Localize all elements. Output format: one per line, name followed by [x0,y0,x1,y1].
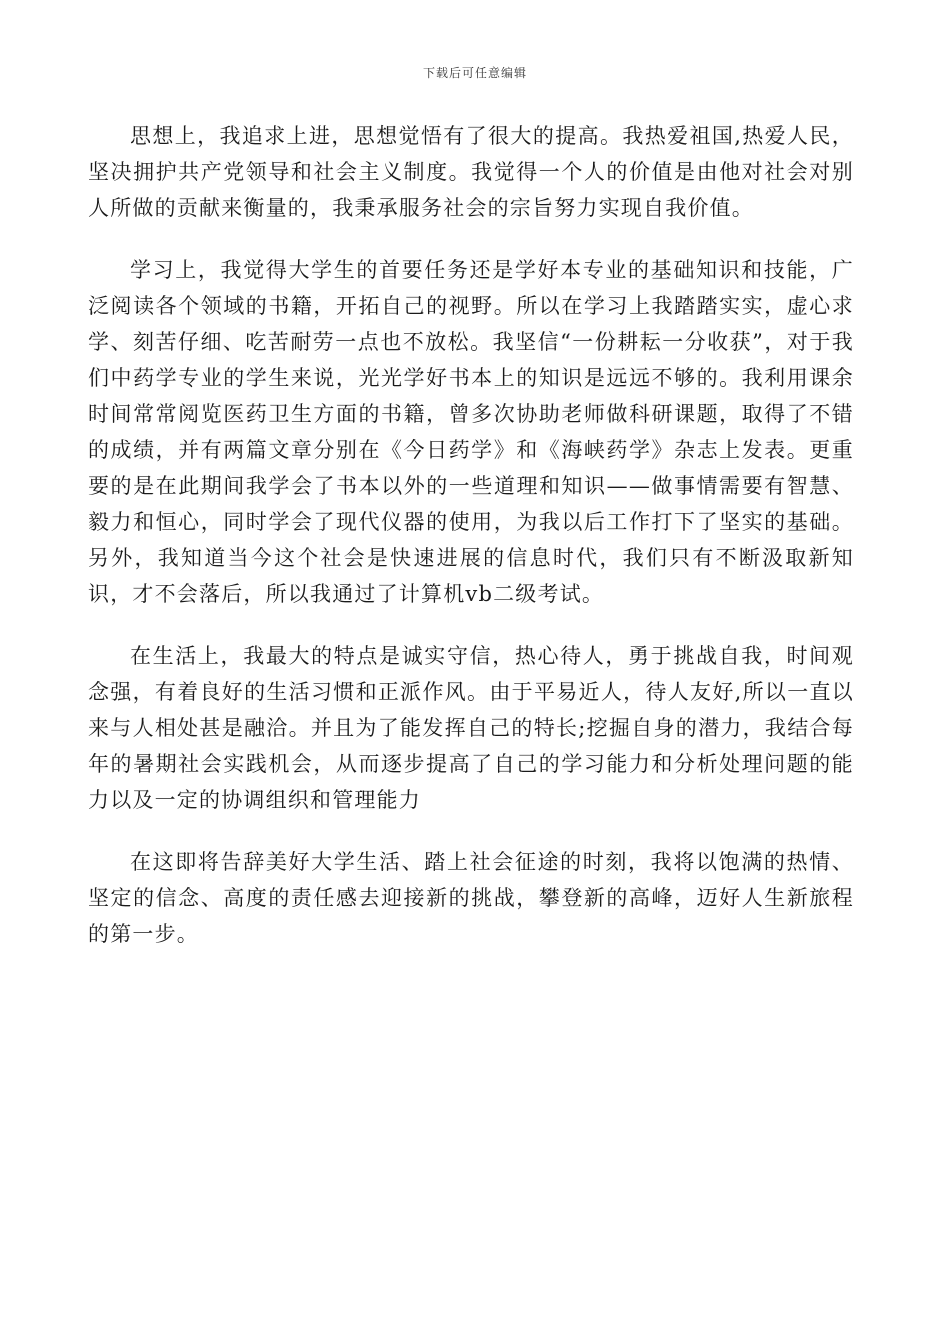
paragraph-ideology: 思想上，我追求上进，思想觉悟有了很大的提高。我热爱祖国,热爱人民，坚决拥护共产党领导和社会主义制度。我觉得一个人的价值是由他对社会对别人所做的贡献来衡量的，我秉承服务社会的宗旨努力实现自我价值。 [88,124,854,220]
paragraph-study: 学习上，我觉得大学生的首要任务还是学好本专业的基础知识和技能，广泛阅读各个领域的书籍，开拓自己的视野。所以在学习上我踏踏实实，虚心求学、刻苦仔细、吃苦耐劳一点也不放松。我坚信“一份耕耘一分收获”，对于我们中药学专业的学生来说，光光学好书本上的知识是远远不够的。我利用课余时间常常阅览医药卫生方面的书籍，曾多次协助老师做科研课题，取得了不错的成绩，并有两篇文章分别在《今日药学》和《海峡药学》杂志上发表。更重要的是在此期间我学会了书本以外的一些道理和知识——做事情需要有智慧、毅力和恒心，同时学会了现代仪器的使用，为我以后工作打下了坚实的基础。另外，我知道当今这个社会是快速进展的信息时代，我们只有不断汲取新知识，才不会落后，所以我通过了计算机vb二级考试。 [88,258,854,606]
paragraph-life: 在生活上，我最大的特点是诚实守信，热心待人，勇于挑战自我，时间观念强，有着良好的生活习惯和正派作风。由于平易近人，待人友好,所以一直以来与人相处甚是融洽。并且为了能发挥自己的特长;挖掘自身的潜力，我结合每年的暑期社会实践机会，从而逐步提高了自己的学习能力和分析处理问题的能力以及一定的协调组织和管理能力 [88,644,854,812]
page-header: 下载后可任意编辑 [422,66,527,80]
paragraph-closing: 在这即将告辞美好大学生活、踏上社会征途的时刻，我将以饱满的热情、坚定的信念、高度的责任感去迎接新的挑战，攀登新的高峰，迈好人生新旅程的第一步。 [88,850,854,946]
document-body [88,118,854,978]
